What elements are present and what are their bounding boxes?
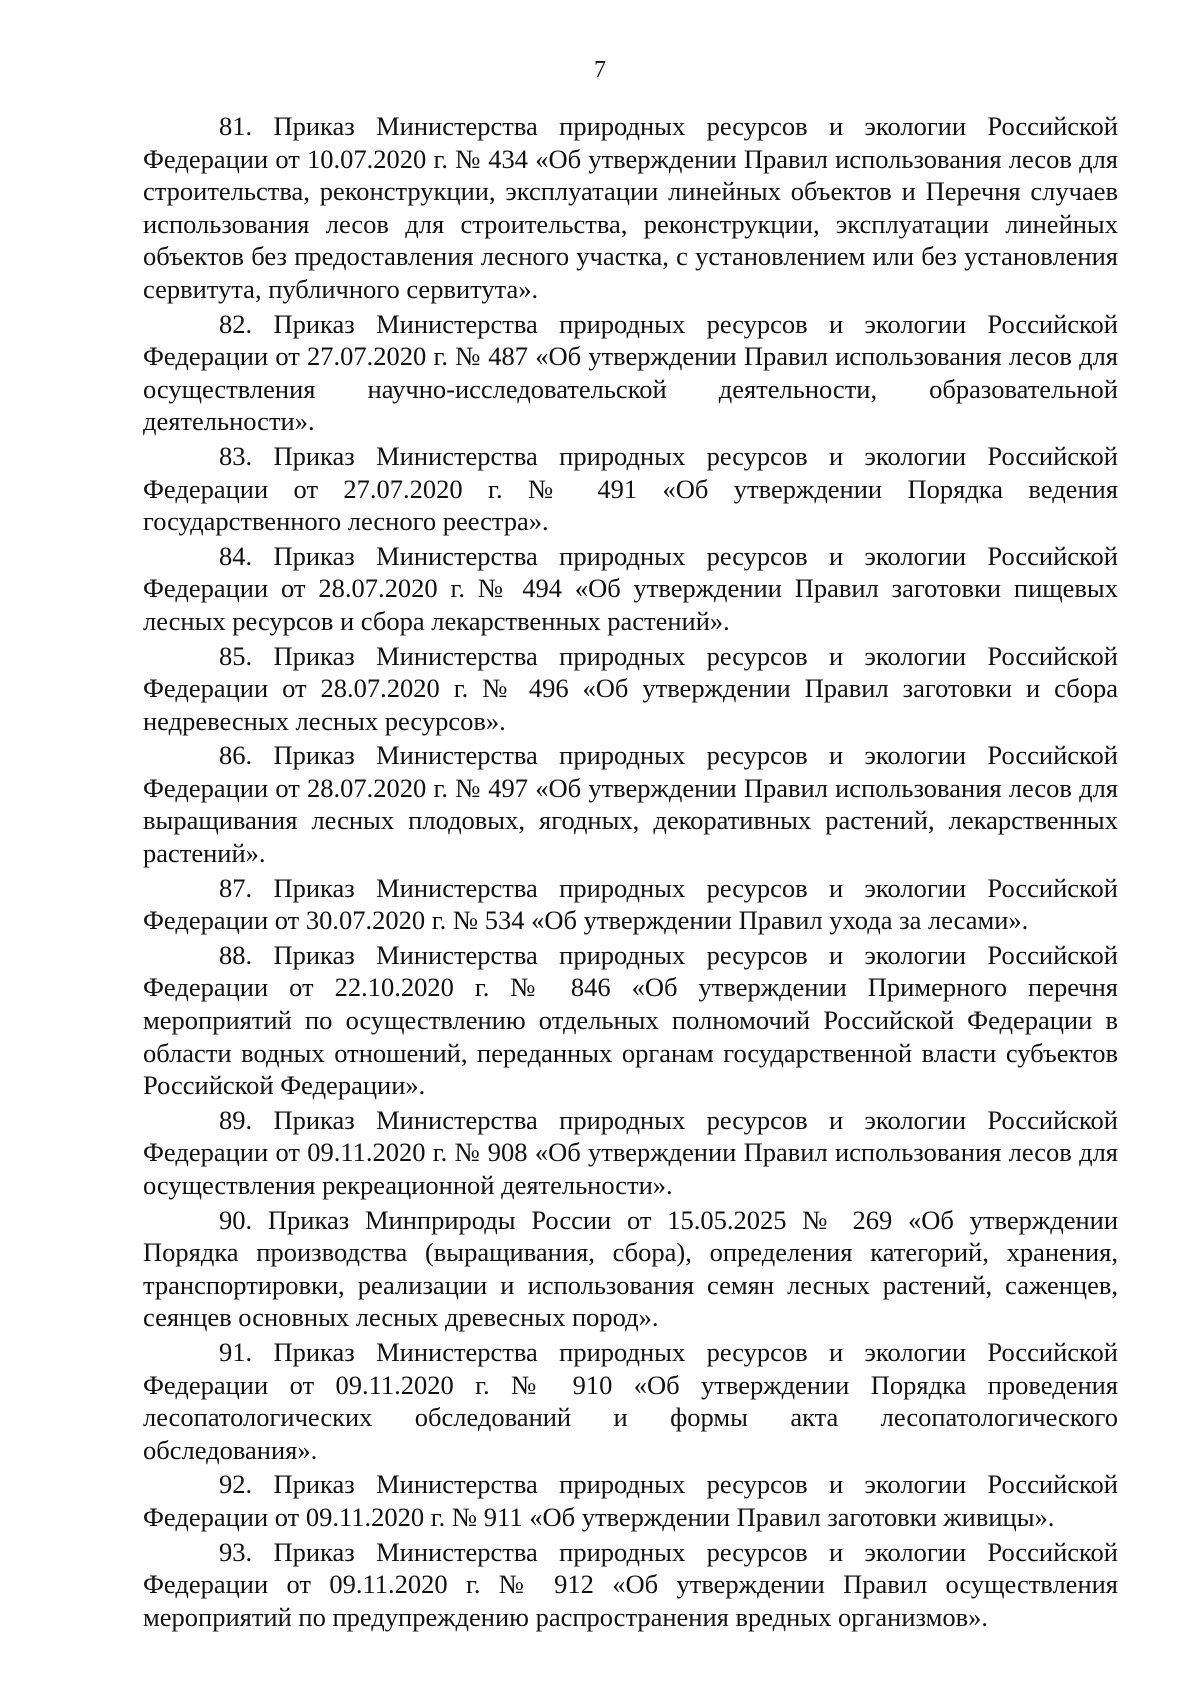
item-text: Приказ Министерства природных ресурсов и экологии Российской Федерации от 09.11.2020 г. № 908 «Об утверждении Правил использования лесов для осуществления рекреационной деятельности».: [143, 1104, 1118, 1200]
item-number: 87.: [219, 872, 253, 903]
item-text: Приказ Министерства природных ресурсов и экологии Российской Федерации от 30.07.2020 г. № 534 «Об утверждении Правил ухода за лесами».: [143, 872, 1118, 936]
document-body: [143, 110, 1118, 1635]
item-number: 86.: [219, 740, 253, 771]
item-number: 92.: [219, 1469, 253, 1500]
item-number: 83.: [219, 440, 253, 471]
list-item-93: [143, 1536, 1118, 1634]
item-number: 93.: [219, 1536, 253, 1567]
item-number: 82.: [219, 308, 253, 339]
item-text: Приказ Министерства природных ресурсов и экологии Российской Федерации от 27.07.2020 г. № 491 «Об утверждении Порядка ведения государственного лесного реестра».: [143, 440, 1118, 537]
list-item-91: [143, 1336, 1118, 1466]
list-item-90: [143, 1204, 1118, 1334]
item-number: 90.: [219, 1204, 253, 1235]
item-text: Приказ Министерства природных ресурсов и экологии Российской Федерации от 28.07.2020 г. № 496 «Об утверждении Правил заготовки и сбора недревесных лесных ресурсов».: [143, 640, 1118, 736]
list-item-84: [143, 540, 1118, 638]
item-text: Приказ Министерства природных ресурсов и экологии Российской Федерации от 09.11.2020 г. № 910 «Об утверждении Порядка проведения лесопатологических обследований и формы акта лесопатологического обследования».: [143, 1336, 1118, 1465]
list-item-87: [143, 872, 1118, 937]
item-text: Приказ Минприроды России от 15.05.2025 № 269 «Об утверждении Порядка производства (выращивания, сбора), определения категорий, хранения, транспортировки, реализации и использования семян лесных растений, саженцев, сеянцев основных лесных древесных пород».: [143, 1204, 1119, 1333]
list-item-86: [143, 739, 1118, 869]
item-number: 88.: [219, 939, 253, 970]
item-number: 85.: [219, 640, 253, 671]
item-text: Приказ Министерства природных ресурсов и экологии Российской Федерации от 22.10.2020 г. № 846 «Об утверждении Примерного перечня мероприятий по осуществлению отдельных полномочий Российской Федерации в области водных отношений, переданных органам государственной власти субъектов Российской Федерации».: [143, 939, 1118, 1101]
list-item-83: [143, 440, 1118, 538]
item-number: 89.: [219, 1104, 253, 1135]
item-text: Приказ Министерства природных ресурсов и экологии Российской Федерации от 09.11.2020 г. № 911 «Об утверждении Правил заготовки живицы».: [143, 1469, 1118, 1532]
page-number: 7: [594, 57, 606, 83]
item-number: 91.: [219, 1336, 253, 1367]
item-text: Приказ Министерства природных ресурсов и экологии Российской Федерации от 09.11.2020 г. № 912 «Об утверждении Правил осуществления мероприятий по предупреждению распространения вредных организмов».: [143, 1536, 1118, 1632]
item-number: 84.: [219, 540, 253, 571]
list-item-82: [143, 308, 1118, 438]
item-number: 81.: [219, 111, 253, 141]
list-item-81: [143, 110, 1118, 306]
list-item-88: [143, 939, 1118, 1102]
list-item-92: [143, 1468, 1118, 1533]
item-text: Приказ Министерства природных ресурсов и экологии Российской Федерации от 28.07.2020 г. № 494 «Об утверждении Правил заготовки пищевых лесных ресурсов и сбора лекарственных растений».: [143, 540, 1118, 636]
list-item-89: [143, 1104, 1118, 1202]
list-item-85: [143, 640, 1118, 738]
item-text: Приказ Министерства природных ресурсов и экологии Российской Федерации от 27.07.2020 г. № 487 «Об утверждении Правил использования лесов для осуществления научно-исследовательской деятельности, образовательной деятельности».: [143, 308, 1118, 437]
item-text: Приказ Министерства природных ресурсов и экологии Российской Федерации от 28.07.2020 г. № 497 «Об утверждении Правил использования лесов для выращивания лесных плодовых, ягодных, декоративных растений, лекарственных растений».: [143, 740, 1118, 869]
item-text: Приказ Министерства природных ресурсов и экологии Российской Федерации от 10.07.2020 г. № 434 «Об утверждении Правил использования лесов для строительства, реконструкции, эксплуатации линейных объектов и Перечня случаев использования лесов для строительства, реконструкции, эксплуатации линейных объектов без предоставления лесного участка, с установлением или без установления сервитута, публичного сервитута».: [143, 111, 1118, 304]
